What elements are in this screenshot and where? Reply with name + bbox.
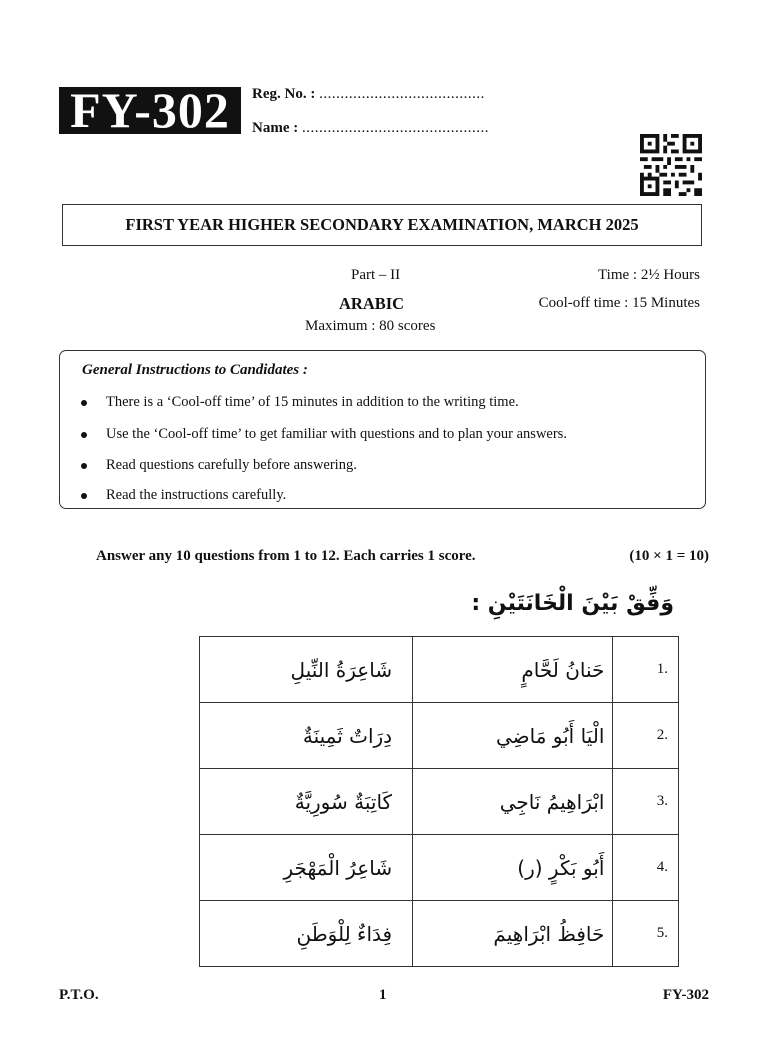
qr-code-icon [640, 134, 702, 196]
column-a-cell: الْيَا أَبُو مَاضِي [413, 703, 613, 769]
table-row [200, 703, 679, 769]
table-row [200, 637, 679, 703]
row-number: 4. [613, 835, 679, 901]
column-b-cell: كَاتِبَةٌ سُورِيَّةٌ [200, 769, 413, 835]
table-row [200, 769, 679, 835]
column-a-cell: حَنانُ لَحَّامٍ [413, 637, 613, 703]
bullet-icon [81, 432, 87, 438]
max-score: Maximum : 80 scores [305, 318, 436, 334]
section-instruction: Answer any 10 questions from 1 to 12. Each carries 1 score. [96, 548, 476, 564]
exam-title: FIRST YEAR HIGHER SECONDARY EXAMINATION, MARCH 2025 [62, 204, 702, 246]
instruction-item: Read questions carefully before answering. [106, 457, 357, 474]
section-marks: (10 × 1 = 10) [629, 548, 709, 564]
arabic-question-heading: وَفِّقْ بَيْنَ الْخَانَتَيْنِ : [471, 591, 674, 616]
bullet-icon [81, 400, 87, 406]
reg-number-dots: ....................................... [319, 86, 485, 102]
bullet-icon [81, 463, 87, 469]
table-row [200, 901, 679, 967]
row-number: 5. [613, 901, 679, 967]
instructions-heading: General Instructions to Candidates : [82, 362, 308, 378]
time-label: Time : 2½ Hours [598, 267, 700, 283]
column-b-cell: فِدَاءٌ لِلْوَطَنِ [200, 901, 413, 967]
column-b-cell: شَاعِرَةُ النِّيلِ [200, 637, 413, 703]
matching-table [199, 636, 679, 967]
row-number: 1. [613, 637, 679, 703]
paper-code-badge: FY-302 [59, 87, 241, 134]
column-a-cell: ابْرَاهِيمُ نَاجِي [413, 769, 613, 835]
instruction-item: Use the ‘Cool-off time’ to get familiar with questions and to plan your answers. [106, 426, 567, 443]
bullet-icon [81, 493, 87, 499]
row-number: 2. [613, 703, 679, 769]
table-row [200, 835, 679, 901]
reg-number-label: Reg. No. : [252, 86, 316, 102]
row-number: 3. [613, 769, 679, 835]
instruction-item: Read the instructions carefully. [106, 487, 286, 504]
footer-page-number: 1 [379, 987, 387, 1003]
footer-paper-code: FY-302 [662, 987, 709, 1003]
column-b-cell: دِرَاتٌ ثَمِينَةٌ [200, 703, 413, 769]
name-line [252, 120, 489, 137]
part-label: Part – II [351, 267, 401, 283]
instruction-item: There is a ‘Cool-off time’ of 15 minutes in addition to the writing time. [106, 394, 519, 411]
column-b-cell: شَاعِرُ الْمَهْجَرِ [200, 835, 413, 901]
name-label: Name : [252, 120, 299, 136]
footer-pto: P.T.O. [59, 987, 99, 1003]
subject-title: ARABIC [339, 294, 405, 313]
name-dots: ............................................ [301, 120, 489, 136]
reg-number-line [252, 86, 485, 103]
instructions-box [59, 350, 706, 509]
column-a-cell: حَافِظُ ابْرَاهِيمَ [413, 901, 613, 967]
column-a-cell: أَبُو بَكْرٍ (ر) [413, 835, 613, 901]
cool-off-label: Cool-off time : 15 Minutes [538, 295, 700, 311]
